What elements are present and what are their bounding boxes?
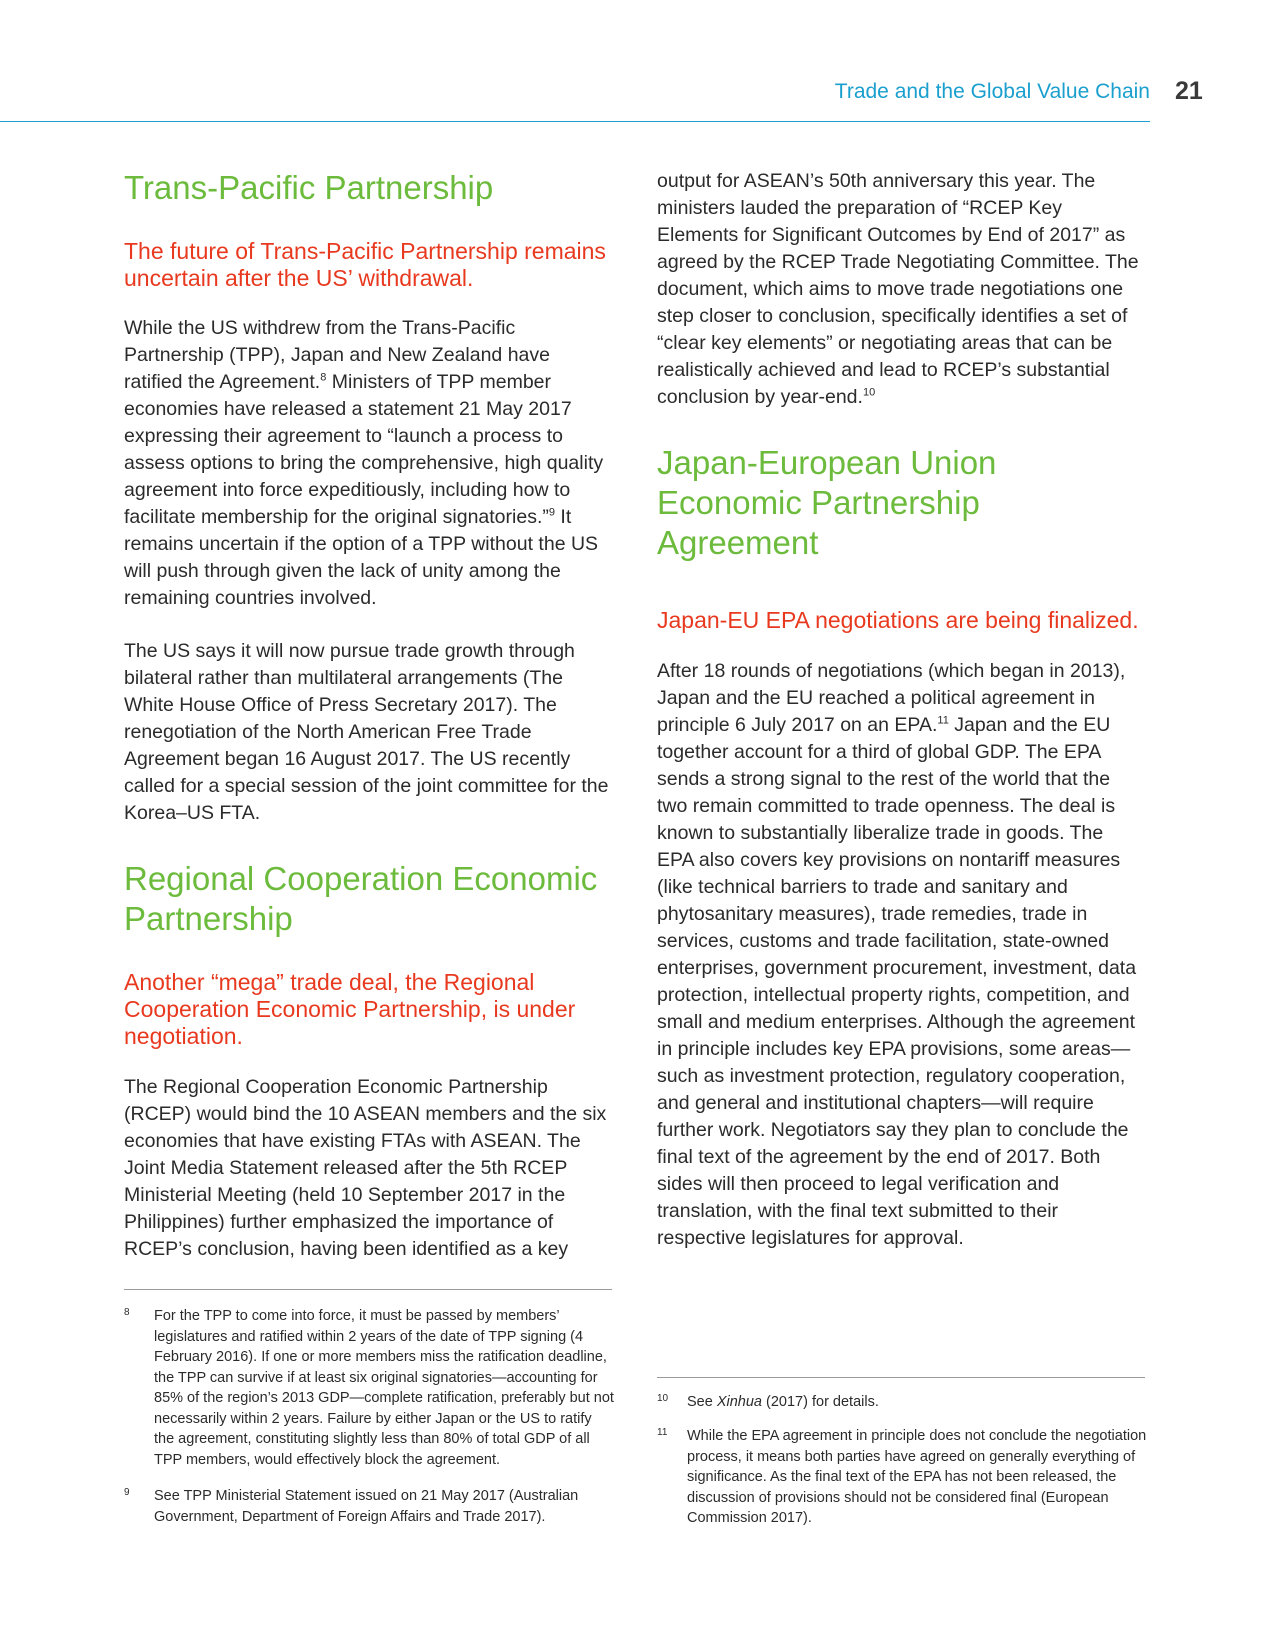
left-column xyxy=(124,168,609,1263)
tpp-paragraph-1: While the US withdrew from the Trans-Pacific Partnership (TPP), Japan and New Zealand have ratified the Agreement.$^8$ Ministers of TPP member economies have released a statement 21 May 2017 expressing their agreement to “launch a process to assess options to bring the comprehensive, high quality agreement into force expeditiously, including how to facilitate membership for the original signatories.”$^9$ It remains uncertain if the option of a TPP without the US will push through given the lack of unity among the remaining countries involved. xyxy=(124,317,604,609)
footnote-ref-10[interactable]: 10 xyxy=(862,386,876,399)
footnote-10-text: See Xinhua (2017) for details. xyxy=(687,1394,879,1410)
rcep-paragraph-1: The Regional Cooperation Economic Partnership (RCEP) would bind the 10 ASEAN members and the six economies that have existing FTAs with ASEAN. The Joint Media Statement released after the 5th RCEP Ministerial Meeting (held 10 September 2017 in the Philippines) further emphasized the importance of RCEP’s conclusion, having been identified as a key xyxy=(124,1076,607,1260)
source-xinhua: Xinhua xyxy=(716,1394,762,1410)
tpp-paragraph-2: The US says it will now pursue trade growth through bilateral rather than multilateral arrangements (The White House Office of Press Secretary 2017). The renegotiation of the North American Free Trade Agreement began 16 August 2017. The US recently called for a special session of the joint committee for the Korea–US FTA. xyxy=(124,640,609,824)
footnote-10-mark: 10 xyxy=(657,1393,669,1404)
footnote-ref-9[interactable]: 9 xyxy=(548,506,555,519)
rcep-heading: Regional Cooperation Economic Partnership xyxy=(124,860,598,937)
footnote-9-mark: 9 xyxy=(124,1487,130,1498)
footnote-9-text: See TPP Ministerial Statement issued on 21 May 2017 (Australian Government, Department of Foreign Affairs and Trade 2017). xyxy=(154,1488,579,1525)
footnote-divider-left xyxy=(124,1289,612,1290)
page-number: 21 xyxy=(1175,77,1203,105)
rcep-subheading: Another “mega” trade deal, the Regional Cooperation Economic Partnership, is under negotiation. xyxy=(124,969,576,1049)
right-column xyxy=(657,168,1142,1252)
footnote-11-mark: 11 xyxy=(657,1427,668,1438)
epa-subheading: Japan-EU EPA negotiations are being finalized. xyxy=(657,607,1139,633)
tpp-heading: Trans-Pacific Partnership xyxy=(124,169,494,206)
tpp-subheading: The future of Trans-Pacific Partnership remains uncertain after the US’ withdrawal. xyxy=(124,238,606,291)
rcep-paragraph-continued: output for ASEAN’s 50th anniversary this year. The ministers lauded the preparation of “RCEP Key Elements for Significant Outcomes by End of 2017” as agreed by the RCEP Trade Negotiating Committee. The document, which aims to move trade negotiations one step closer to conclusion, specifically identifies a set of “clear key elements” or negotiating areas that can be realistically achieved and lead to RCEP’s substantial conclusion by year-end.$^{10}$ xyxy=(657,170,1139,408)
footnote-11-text: While the EPA agreement in principle does not conclude the negotiation process, it means both parties have agreed on generally everything of significance. As the final text of the EPA has not been released, the discussion of provisions should not be considered final (European Commission 2017). xyxy=(687,1428,1147,1526)
epa-heading: Japan-European Union Economic Partnership Agreement xyxy=(657,444,997,561)
footnote-divider-right xyxy=(657,1377,1145,1378)
footnote-ref-11[interactable]: 11 xyxy=(937,714,949,727)
header-divider xyxy=(0,121,1150,122)
running-header-title: Trade and the Global Value Chain xyxy=(834,80,1150,103)
epa-paragraph: After 18 rounds of negotiations (which began in 2013), Japan and the EU reached a political agreement in principle 6 July 2017 on an EPA.$^{11}$ Japan and the EU together account for a third of global GDP. The EPA sends a strong signal to the rest of the world that the two remain committed to trade openness. The deal is known to substantially liberalize trade in goods. The EPA also covers key provisions on nontariff measures (like technical barriers to trade and sanitary and phytosanitary measures), trade remedies, trade in services, customs and trade facilitation, state-owned enterprises, government procurement, investment, data protection, intellectual property rights, competition, and small and medium enterprises. Although the agreement in principle includes key EPA provisions, some areas—such as investment protection, regulatory cooperation, and general and institutional chapters—will require further work. Negotiators say they plan to conclude the final text of the agreement by the end of 2017. Both sides will then proceed to legal verification and translation, with the final text submitted to their respective legislatures for approval. xyxy=(657,660,1137,1249)
footnote-ref-8[interactable]: 8 xyxy=(320,371,327,384)
footnote-8-mark: 8 xyxy=(124,1307,130,1318)
footnote-8-text: For the TPP to come into force, it must be passed by members’ legislatures and ratified within 2 years of the date of TPP signing (4 February 2016). If one or more members miss the ratification deadline, the TPP can survive if at least six original signatories—accounting for 85% of the region’s 2013 GDP—complete ratification, preferably but not necessarily within 2 years. Failure by either Japan or the US to ratify the agreement, constituting slightly less than 80% of total GDP of all TPP members, would effectively block the agreement. xyxy=(154,1308,614,1468)
